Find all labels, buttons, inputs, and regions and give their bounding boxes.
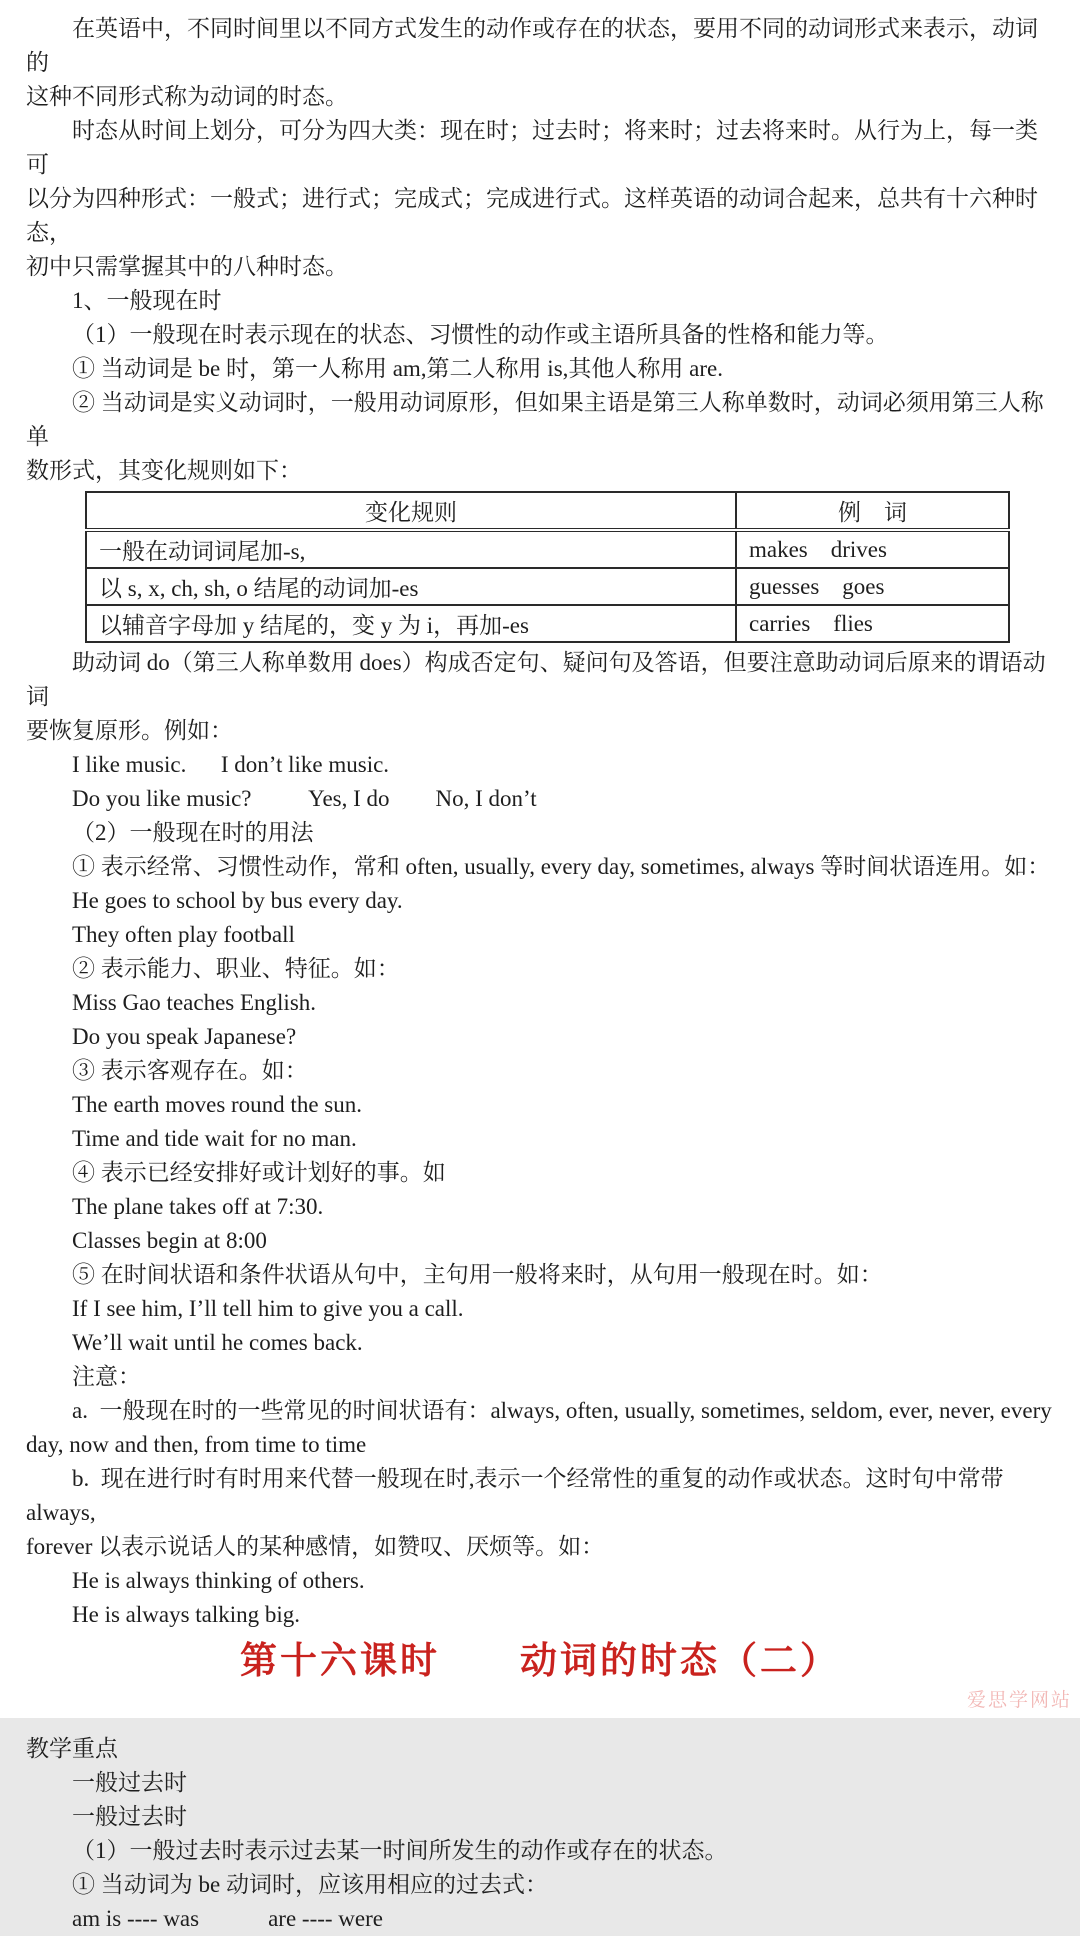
text-line: ④ 表示已经安排好或计划好的事。如 <box>72 1160 446 1185</box>
text-line: 时态从时间上划分，可分为四大类：现在时；过去时；将来时；过去将来时。从行为上，每一类可 <box>26 118 1038 177</box>
text-line: Miss Gao teaches English. <box>72 990 317 1015</box>
examples-cell: guesses goes <box>736 568 1009 605</box>
text-line: （2）一般现在时的用法 <box>72 820 314 845</box>
text-line: He is always talking big. <box>72 1602 301 1627</box>
text-line: 一般过去时 <box>72 1770 187 1795</box>
text-line: 数形式，其变化规则如下： <box>26 458 302 483</box>
text-line: I like music. I don’t like music. <box>72 752 390 777</box>
text-line: forever 以表示说话人的某种感情，如赞叹、厌烦等。如： <box>26 1534 605 1559</box>
text-line: ① 表示经常、习惯性动作，常和 often, usually, every day, sometimes, always 等时间状语连用。如： <box>72 854 1051 879</box>
text-line: ① 当动词为 be 动词时，应该用相应的过去式： <box>72 1872 548 1897</box>
text-line: am is ---- was are ---- were <box>72 1906 383 1931</box>
text-line: （1）一般现在时表示现在的状态、习惯性的动作或主语所具备的性格和能力等。 <box>72 322 889 347</box>
conjugation-rules-table <box>85 491 1010 643</box>
table-header-cell: 变化规则 <box>86 492 736 530</box>
text-line: 注意： <box>72 1364 141 1389</box>
text-line: We’ll wait until he comes back. <box>72 1330 363 1355</box>
rule-cell: 以辅音字母加 y 结尾的，变 y 为 i，再加-es <box>86 605 736 642</box>
table-row <box>86 568 1009 605</box>
text-line: （1）一般过去时表示过去某一时间所发生的动作或存在的状态。 <box>72 1838 728 1863</box>
text-line: If I see him, I’ll tell him to give you a call. <box>72 1296 464 1321</box>
text-line: a. 一般现在时的一些常见的时间状语有：always, often, usually, sometimes, seldom, ever, never, every <box>72 1398 1052 1423</box>
text-line: 初中只需掌握其中的八种时态。 <box>26 254 348 279</box>
text-line: Do you like music? Yes, I do No, I don’t <box>72 786 537 811</box>
text-line: 教学重点 <box>26 1736 118 1761</box>
table-row <box>86 530 1009 568</box>
text-line: 1、一般现在时 <box>72 288 222 313</box>
text-line: 一般过去时 <box>72 1804 187 1829</box>
text-line: The plane takes off at 7:30. <box>72 1194 324 1219</box>
text-line: He is always thinking of others. <box>72 1568 365 1593</box>
section-heading: 第十六课时 动词的时态（二） <box>240 1641 840 1682</box>
text-line: Classes begin at 8:00 <box>72 1228 267 1253</box>
table-row <box>86 605 1009 642</box>
text-line: day, now and then, from time to time <box>26 1432 367 1457</box>
rule-cell: 以 s, x, ch, sh, o 结尾的动词加-es <box>86 568 736 605</box>
text-line: Do you speak Japanese? <box>72 1024 297 1049</box>
table-header-row <box>86 492 1009 530</box>
text-line: The earth moves round the sun. <box>72 1092 362 1117</box>
text-line: 要恢复原形。例如： <box>26 718 233 743</box>
text-line: ② 当动词是实义动词时，一般用动词原形，但如果主语是第三人称单数时，动词必须用第三人称单 <box>26 390 1044 449</box>
text-line: 以分为四种形式：一般式；进行式；完成式；完成进行式。这样英语的动词合起来，总共有十六种时态， <box>26 186 1038 245</box>
table-header-cell: 例 词 <box>736 492 1009 530</box>
text-line: 助动词 do（第三人称单数用 does）构成否定句、疑问句及答语，但要注意助动词后原来的谓语动词 <box>26 650 1046 709</box>
text-line: 在英语中，不同时间里以不同方式发生的动作或存在的状态，要用不同的动词形式来表示，动词的 <box>26 16 1038 75</box>
text-line: ② 表示能力、职业、特征。如： <box>72 956 400 981</box>
text-line: ③ 表示客观存在。如： <box>72 1058 308 1083</box>
rule-cell: 一般在动词词尾加-s, <box>86 530 736 568</box>
examples-cell: makes drives <box>736 530 1009 568</box>
examples-cell: carries flies <box>736 605 1009 642</box>
text-line: They often play football <box>72 922 295 947</box>
watermark: 爱思学网站 <box>966 1690 1072 1711</box>
text-line: b. 现在进行时有时用来代替一般现在时,表示一个经常性的重复的动作或状态。这时句中常带 always, <box>26 1466 1010 1525</box>
text-line: ⑤ 在时间状语和条件状语从句中，主句用一般将来时，从句用一般现在时。如： <box>72 1262 883 1287</box>
text-line: Time and tide wait for no man. <box>72 1126 357 1151</box>
text-line: ① 当动词是 be 时，第一人称用 am,第二人称用 is,其他人称用 are. <box>72 356 723 381</box>
text-line: He goes to school by bus every day. <box>72 888 403 913</box>
text-line: 这种不同形式称为动词的时态。 <box>26 84 348 109</box>
